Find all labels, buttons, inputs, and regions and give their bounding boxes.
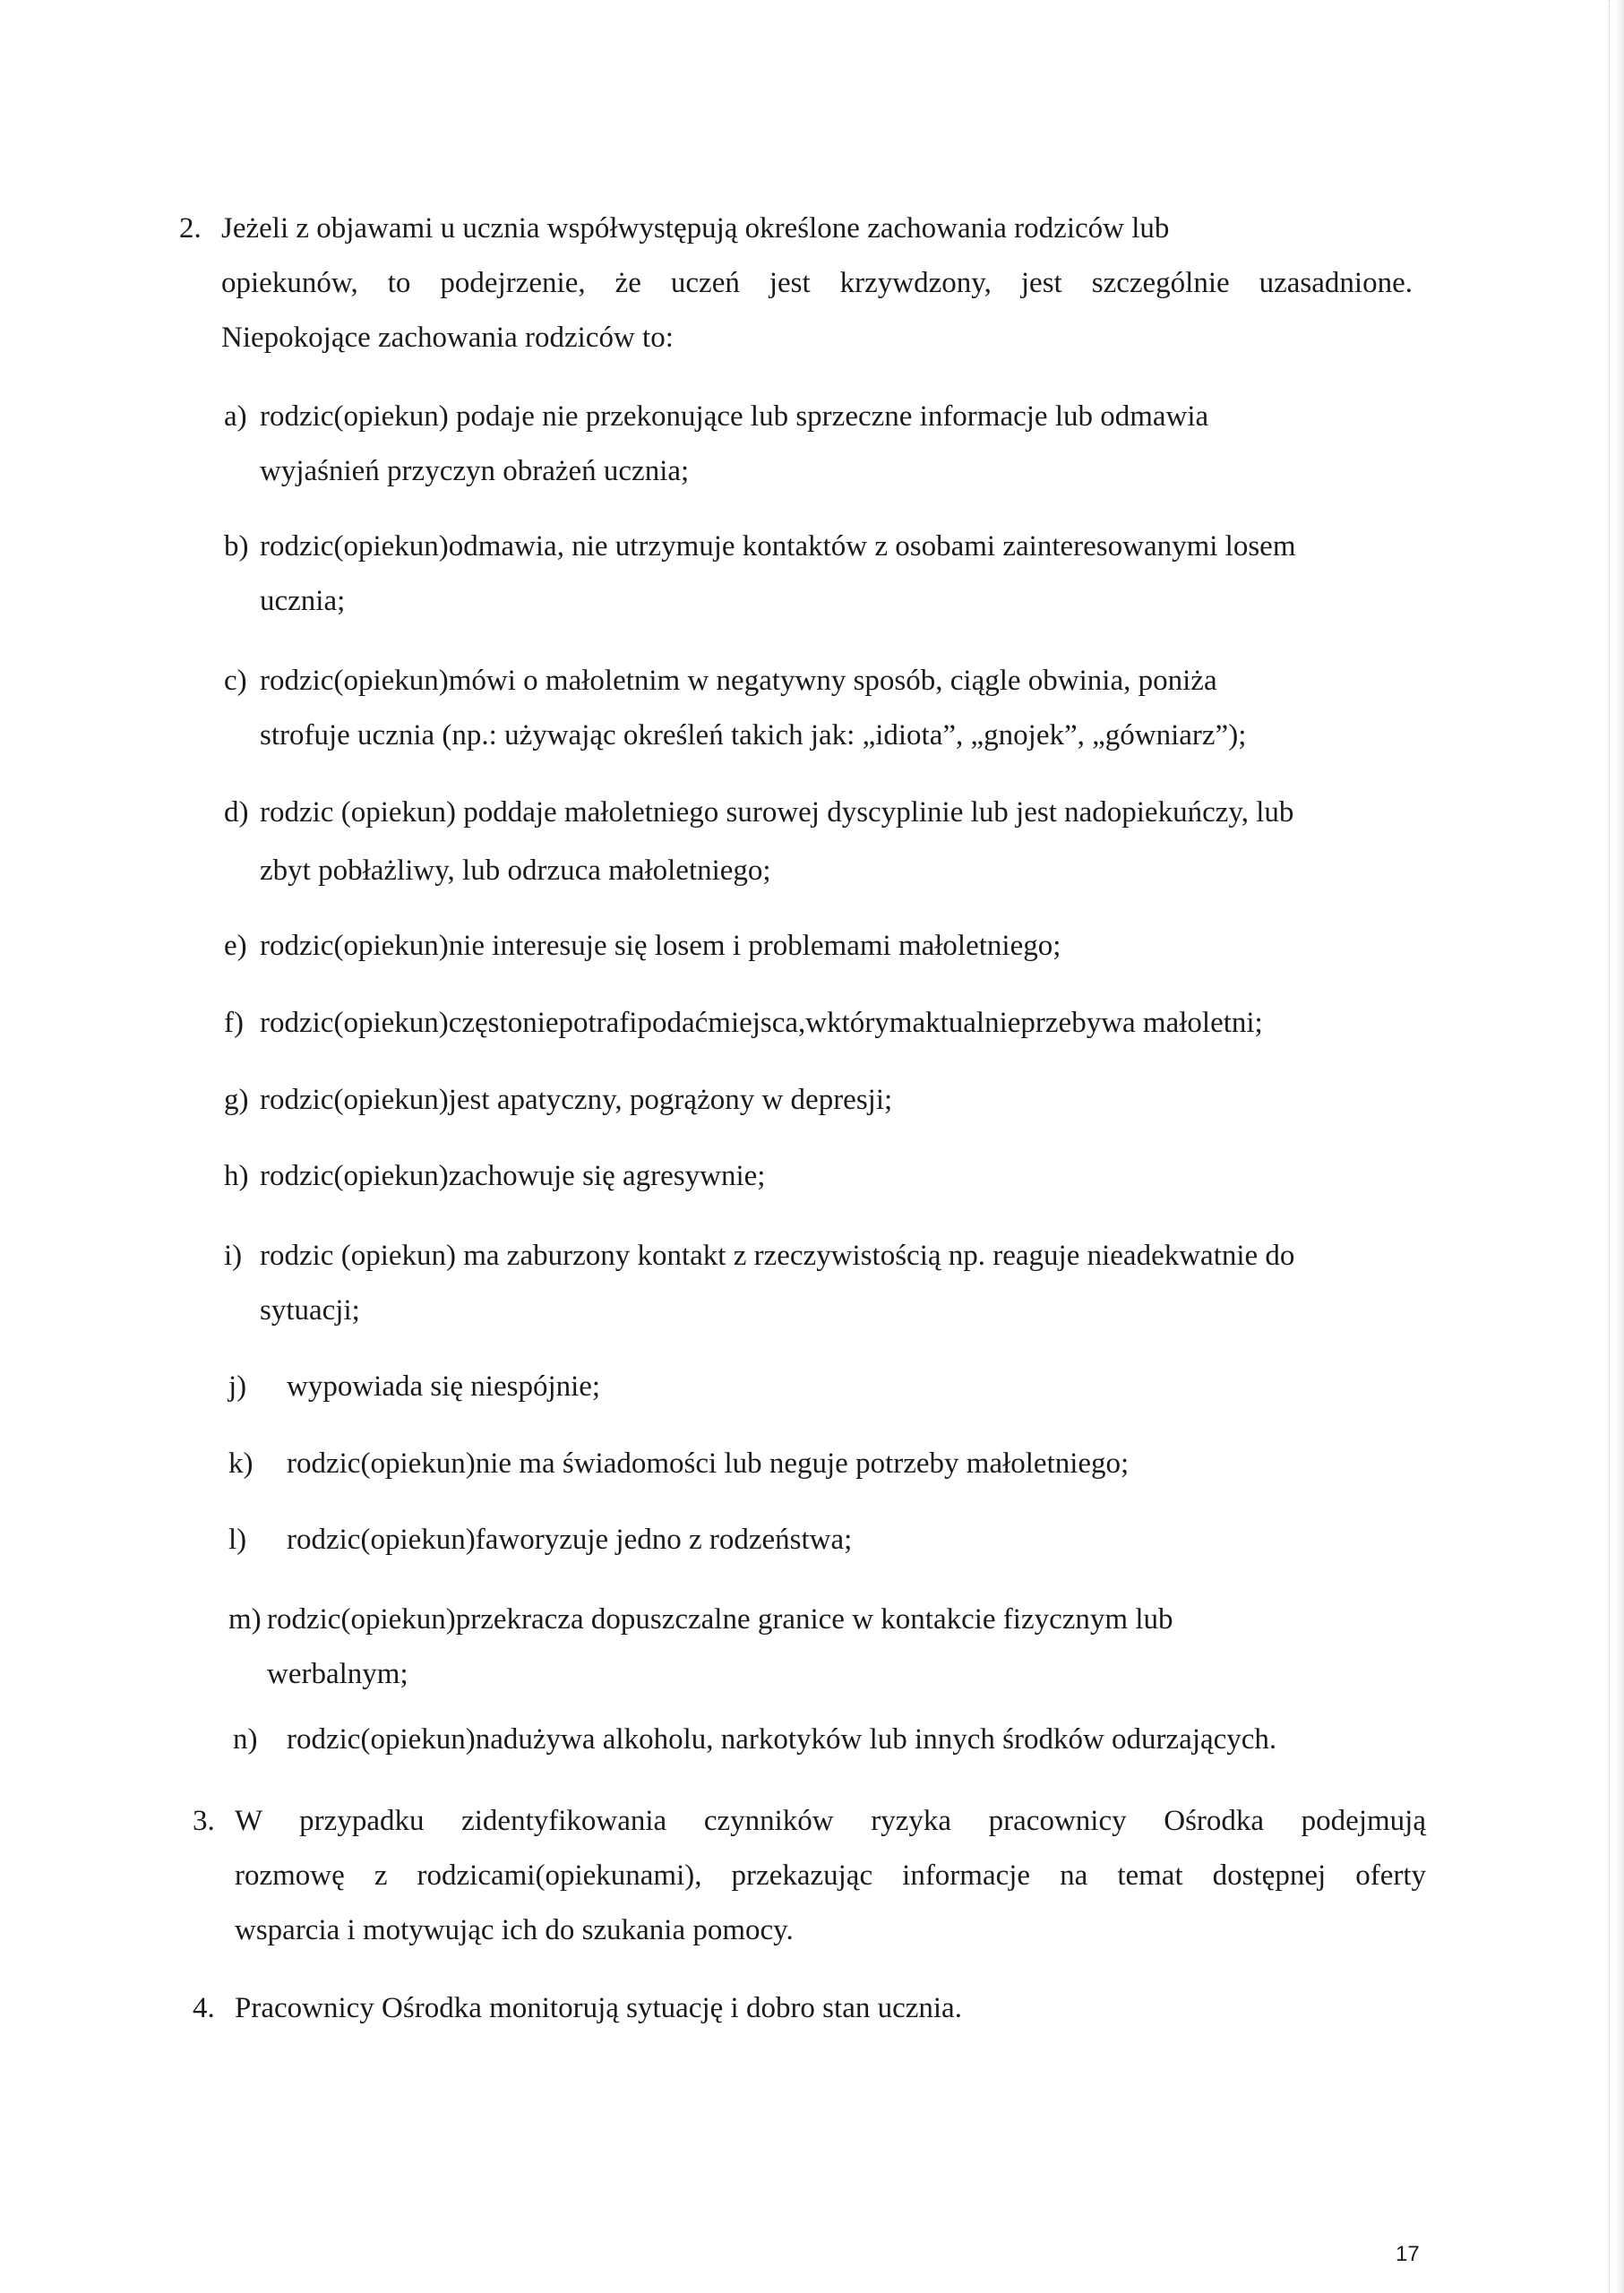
item-k-line-1: rodzic(opiekun)nie ma świadomości lub neguje potrzeby małoletniego; — [287, 1447, 1130, 1480]
item-c-line-2: strofuje ucznia (np.: używając określeń takich jak: „idiota”, „gnojek”, „gówniarz”); — [260, 719, 1247, 751]
item-m-label: m) — [228, 1603, 262, 1636]
section-3-line-2: rozmowę z rodzicami(opiekunami), przekazując informacje na temat dostępnej oferty — [235, 1859, 1426, 1892]
item-h-line-1: rodzic(opiekun)zachowuje się agresywnie; — [260, 1160, 766, 1192]
section-2-line-1: Jeżeli z objawami u ucznia współwystępują określone zachowania rodziców lub — [221, 212, 1170, 245]
page-number: 17 — [1396, 2242, 1420, 2266]
item-i-label: i) — [224, 1240, 243, 1272]
item-d-line-2: zbyt pobłażliwy, lub odrzuca małoletniego; — [260, 855, 771, 887]
item-j-line-1: wypowiada się niespójnie; — [287, 1370, 601, 1403]
item-i-line-2: sytuacji; — [260, 1294, 360, 1327]
item-a-line-1: rodzic(opiekun) podaje nie przekonujące lub sprzeczne informacje lub odmawia — [260, 400, 1209, 433]
item-f-label: f) — [224, 1007, 244, 1039]
item-d-line-1: rodzic (opiekun) poddaje małoletniego surowej dyscyplinie lub jest nadopiekuńczy, lub — [260, 796, 1294, 829]
item-n-label: n) — [233, 1723, 258, 1756]
item-b-label: b) — [224, 530, 249, 563]
section-3-number: 3. — [193, 1805, 215, 1837]
item-e-label: e) — [224, 930, 247, 962]
item-c-label: c) — [224, 665, 247, 697]
item-m-line-1: rodzic(opiekun)przekracza dopuszczalne granice w kontakcie fizycznym lub — [267, 1603, 1173, 1636]
section-4-number: 4. — [193, 1992, 215, 2024]
item-c-line-1: rodzic(opiekun)mówi o małoletnim w negatywny sposób, ciągle obwinia, poniża — [260, 665, 1217, 697]
item-f-line-1: rodzic(opiekun)częstoniepotrafipodaćmiejsca,wktórymaktualnieprzebywa małoletni; — [260, 1007, 1263, 1039]
item-b-line-2: ucznia; — [260, 585, 346, 617]
scan-edge-shadow — [1615, 0, 1624, 2293]
item-e-line-1: rodzic(opiekun)nie interesuje się losem i problemami małoletniego; — [260, 930, 1061, 962]
item-b-line-1: rodzic(opiekun)odmawia, nie utrzymuje kontaktów z osobami zainteresowanymi losem — [260, 530, 1296, 563]
scan-edge-line — [1609, 0, 1611, 2293]
item-d-label: d) — [224, 796, 249, 829]
item-n-line-1: rodzic(opiekun)nadużywa alkoholu, narkotyków lub innych środków odurzających. — [287, 1723, 1277, 1756]
section-3-line-1: W przypadku zidentyfikowania czynników ryzyka pracownicy Ośrodka podejmują — [235, 1805, 1426, 1837]
section-3-line-3: wsparcia i motywując ich do szukania pomocy. — [235, 1914, 794, 1946]
section-2-line-2: opiekunów, to podejrzenie, że uczeń jest krzywdzony, jest szczególnie uzasadnione. — [221, 267, 1413, 299]
item-l-label: l) — [228, 1524, 247, 1556]
item-i-line-1: rodzic (opiekun) ma zaburzony kontakt z rzeczywistością np. reaguje nieadekwatnie do — [260, 1240, 1295, 1272]
item-g-label: g) — [224, 1084, 249, 1116]
item-g-line-1: rodzic(opiekun)jest apatyczny, pogrążony w depresji; — [260, 1084, 893, 1116]
item-j-label: j) — [228, 1370, 247, 1403]
section-2-line-3: Niepokojące zachowania rodziców to: — [221, 322, 674, 354]
item-h-label: h) — [224, 1160, 249, 1192]
item-m-line-2: werbalnym; — [267, 1658, 408, 1690]
section-2-number: 2. — [179, 212, 202, 245]
item-a-label: a) — [224, 400, 247, 433]
item-l-line-1: rodzic(opiekun)faworyzuje jedno z rodzeństwa; — [287, 1524, 853, 1556]
item-a-line-2: wyjaśnień przyczyn obrażeń ucznia; — [260, 455, 690, 487]
section-4-line-1: Pracownicy Ośrodka monitorują sytuację i dobro stan ucznia. — [235, 1992, 962, 2024]
item-k-label: k) — [228, 1447, 253, 1480]
